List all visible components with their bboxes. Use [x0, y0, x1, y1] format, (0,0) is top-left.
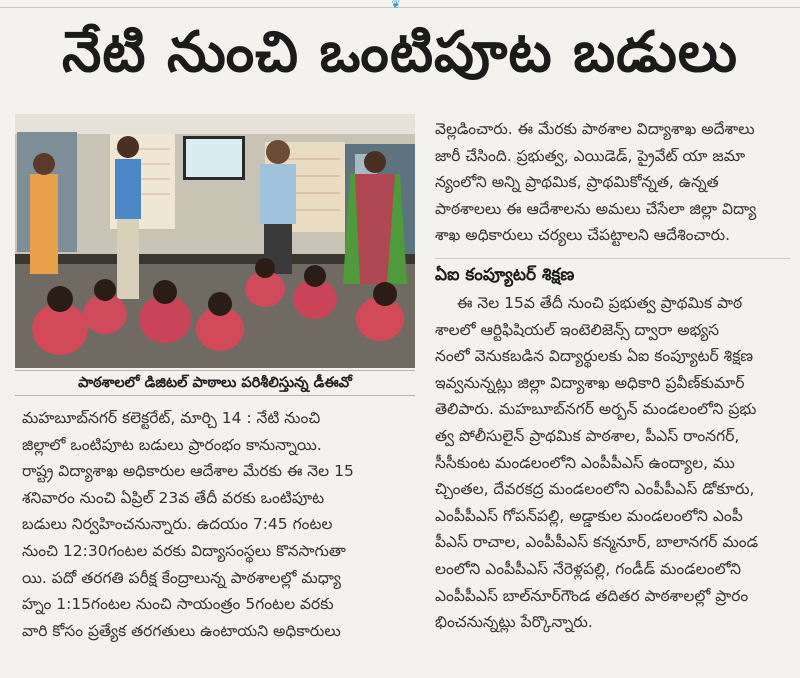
article-left-column — [22, 405, 410, 644]
text-line: ఎంపీపీఎస్ గోపన్‌పల్లి, అడ్డాకుల మండలంలోని ఎంపీ — [435, 506, 743, 525]
article-right-column-bottom — [435, 290, 790, 636]
section-marker-icon: ❦ — [391, 0, 401, 11]
headline: నేటి నుంచి ఒంటిపూట బడులు — [61, 20, 738, 85]
text-line: హ్నం 1:15గంటల నుంచి సాయంత్రం 5గంటల వరకు — [22, 595, 334, 614]
news-photo — [15, 114, 415, 368]
photo-caption: పాఠశాలలో డిజిటల్ పాఠాలు పరిశీలిస్తున్న డీఈవో — [15, 370, 415, 396]
text-line: నుంచి 12:30గంటల వరకు విద్యాసంస్థలు కొనసాగుతా — [22, 541, 346, 560]
text-line: శాఖ అధికారులు చర్యలు చేపట్టాలని ఆదేశించారు. — [435, 226, 731, 245]
text-line: చ్చింతల, దేవరకద్ర మండలంలోని ఎంపీపీఎస్ డోకూరు, — [435, 480, 755, 499]
text-line: జారీ చేసింది. ప్రభుత్వ, ఎయిడెడ్, ప్రైవేట్ యా జమా — [435, 146, 746, 165]
subhead-divider — [435, 258, 790, 259]
article-right-column-top — [435, 116, 790, 249]
text-line: శాలలో ఆర్టిఫిషియల్ ఇంటెలిజెన్స్ ద్వారా అభ్యస — [435, 320, 720, 339]
text-line: వెల్లడించారు. ఈ మేరకు పాఠశాల విద్యాశాఖ అదేశాలు — [435, 120, 755, 138]
text-line: బడులు నిర్వహించనున్నారు. ఉదయం 7:45 గంటల — [22, 515, 333, 534]
text-line: లంలోని ఎంపీపీఎస్ నేరెళ్లపల్లి, గండీడ్ మండలంలోని — [435, 559, 742, 578]
text-line: త్వ పోలీసులైన్ ప్రాథమిక పాఠశాల, పీఎస్ రాంనగర్, — [435, 426, 740, 445]
text-line: తెలిపారు. మహబూబ్‌నగర్ అర్బన్ మండలంలోని ప్రభు — [435, 400, 757, 419]
text-line: వారి కోసం ప్రత్యేక తరగతులు ఉంటాయని అధికారులు — [22, 621, 341, 640]
text-line: ఇవ్వనున్నట్లు జిల్లా విద్యాశాఖ అధికారి ప్రవీణ్‌కుమార్ — [435, 373, 745, 392]
subheading: ఏఐ కంప్యూటర్ శిక్షణ — [435, 265, 575, 285]
text-line: మహబూబ్‌నగర్ కలెక్టరేట్, మార్చి 14 : నేటి నుంచి — [22, 409, 321, 427]
text-line: శనివారం నుంచి ఏప్రిల్ 23వ తేదీ వరకు ఒంటిపూట — [22, 488, 325, 507]
text-line: పాఠశాలలు ఈ ఆదేశాలను అమలు చేసేలా జిల్లా విద్యా — [435, 199, 757, 218]
text-line: నంలో వెనుకబడిన విద్యార్థులకు ఏఐ కంప్యూటర్ శిక్షణ — [435, 347, 754, 366]
text-line: భించనున్నట్లు పేర్కొన్నారు. — [435, 613, 593, 632]
text-line: న్యంలోని అన్ని ప్రాథమిక, ప్రాథమికోన్నత, ఉన్నత — [435, 173, 719, 192]
text-line: జిల్లాలో ఒంటిపూట బడులు ప్రారంభం కానున్నాయి. — [22, 435, 322, 454]
text-line: ఎంపీపీఎస్ బాల్‌నూర్‌గౌండ తదితర పాఠశాలల్లో ప్రారం — [435, 586, 749, 605]
text-line: రాష్ట్ర విద్యాశాఖ అధికారుల ఆదేశాల మేరకు ఈ నెల 15 — [22, 462, 354, 481]
text-line: యి. పదో తరగతి పరీక్ష కేంద్రాలున్న పాఠశాలల్లో మధ్యా — [22, 568, 341, 587]
text-line: ఈ నెల 15వ తేదీ నుంచి ప్రభుత్వ ప్రాథమిక పాఠ — [457, 294, 743, 312]
text-line: సీసీకుంట మండలంలోని ఎంపీపీఎస్ ఉంద్యాల, ము — [435, 453, 735, 472]
text-line: పీఎస్ రాచాల, ఎంపీపీఎస్ కన్మనూర్, బాలానగర్ మండ — [435, 533, 759, 552]
